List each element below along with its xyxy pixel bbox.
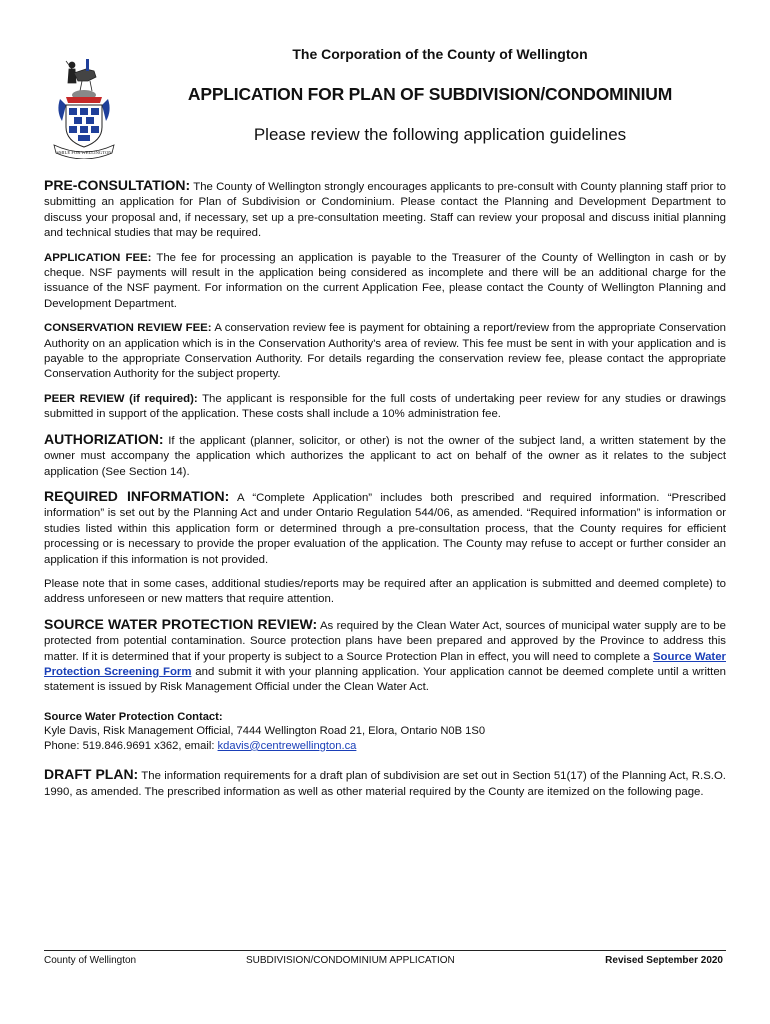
section-heading: PEER REVIEW (if required):: [44, 392, 198, 405]
screening-form-link[interactable]: Source Water Protection Screening Form: [44, 650, 726, 678]
section-body: The applicant is responsible for the full costs of undertaking peer review for any studies or drawings submitted in support of the application. These costs shall include a 10% administration fee.: [44, 392, 726, 421]
contact-title: Source Water Protection Contact:: [44, 710, 223, 723]
section-heading: APPLICATION FEE:: [44, 251, 152, 264]
section-source-water: [44, 617, 726, 696]
section-required-information: [44, 489, 726, 568]
organization-name: The Corporation of the County of Wellington: [292, 46, 588, 62]
crest-figure: [66, 59, 96, 91]
section-heading: CONSERVATION REVIEW FEE:: [44, 322, 212, 335]
section-authorization: [44, 432, 726, 480]
section-note: [44, 577, 726, 608]
footer-center: SUBDIVISION/CONDOMINIUM APPLICATION: [246, 955, 455, 966]
contact-email-link[interactable]: kdavis@centrewellington.ca: [217, 739, 357, 752]
crest-shield: [66, 105, 102, 147]
footer-left: County of Wellington: [44, 955, 137, 966]
section-heading: DRAFT PLAN:: [44, 766, 139, 783]
contact-address: Kyle Davis, Risk Management Official, 7444 Wellington Road 21, Elora, Ontario N0B 1S0: [44, 725, 486, 738]
guidelines-content: [44, 178, 726, 809]
contact-phone: Phone: 519.846.9691 x362, email:: [44, 739, 215, 752]
footer-right: Revised September 2020: [605, 955, 723, 966]
section-heading: SOURCE WATER PROTECTION REVIEW:: [44, 615, 318, 632]
county-crest-logo: [52, 55, 116, 159]
section-body: The fee for processing an application is payable to the Treasurer of the County of Wellington in cash or by cheque. NSF payments will result in the application being considered as incomplete and there will be an additional charge for the issuance of the NSF payment. For information on the current Application Fee, please contact the County of Wellington Planning and Development Department.: [44, 251, 726, 310]
section-body: The County of Wellington strongly encourages applicants to pre-consult with County planning staff prior to submitting an application for Plan of Subdivision or Condominium. Please contact the Planning and Development Department to discuss your proposal and, if necessary, set up a pre-consultation meeting. Staff can review your proposal and discuss initial planning and technical studies that may be required.: [44, 181, 726, 240]
section-body: The information requirements for a draft plan of subdivision are set out in Section 51(17) of the Planning Act, R.S.O. 1990, as amended. The prescribed information as well as other material required by the County are itemized on the following page.: [44, 770, 726, 798]
section-conservation-fee: [44, 321, 726, 383]
section-draft-plan: [44, 767, 726, 800]
section-application-fee: [44, 251, 726, 313]
section-body: As required by the Clean Water Act, sources of municipal water supply are to be protected from potential contamination. Source protection plans have been prepared and approved by the Province to address this matter. If it is determined that if your property is subject to a Source Protection Plan in effect, you will need to complete a: [44, 619, 726, 663]
contact-phone-line: [44, 739, 726, 754]
section-heading: REQUIRED INFORMATION:: [44, 487, 230, 504]
footer-divider: [44, 950, 726, 951]
section-body: If the applicant (planner, solicitor, or other) is not the owner of the subject land, a written statement by the owner must accompany the application which authorizes the applicant to act on behalf of the owner as it relates to the subject application (See Section 14).: [44, 434, 726, 478]
section-peer-review: [44, 392, 726, 423]
section-heading: PRE-CONSULTATION:: [44, 177, 191, 193]
section-body-continued: and submit it with your planning application. Your application cannot be deemed complete until a written statement is issued by Risk Management Official under the Clean Water Act.: [44, 665, 726, 694]
section-preconsultation: [44, 178, 726, 242]
page-title: APPLICATION FOR PLAN OF SUBDIVISION/CONDOMINIUM: [187, 84, 673, 104]
section-body: Please note that in some cases, additional studies/reports may be required after an application is submitted and deemed complete) to address unforeseen or new matters that require attention.: [44, 577, 726, 606]
source-water-contact: [44, 710, 726, 754]
section-body: A conservation review fee is payment for obtaining a report/review from the appropriate Conservation Authority on an application which is in the Conservation Authority's area of review. This fee must be sent in with your application and is payable to the appropriate Conservation Authority. For details regarding the conservation review fee, please contact the appropriate Conservation Authority for the subject property.: [44, 322, 726, 381]
page-subtitle: Please review the following application guidelines: [253, 125, 627, 144]
crest-motto-text: SMILE FOR WELLINGTON: [56, 150, 112, 155]
section-body: A “Complete Application” includes both prescribed and required information. “Prescribed information” is set out by the Planning Act and under Ontario Regulation 544/06, as amended. “Required information” is information or studies listed within this application form or determined through a pre-consultation process, that the County requires for efficient processing or is necessary to provide the proper evaluation of the application. The County may refuse to accept or further consider an application if this information is not provided.: [44, 491, 726, 566]
section-heading: AUTHORIZATION:: [44, 430, 164, 447]
